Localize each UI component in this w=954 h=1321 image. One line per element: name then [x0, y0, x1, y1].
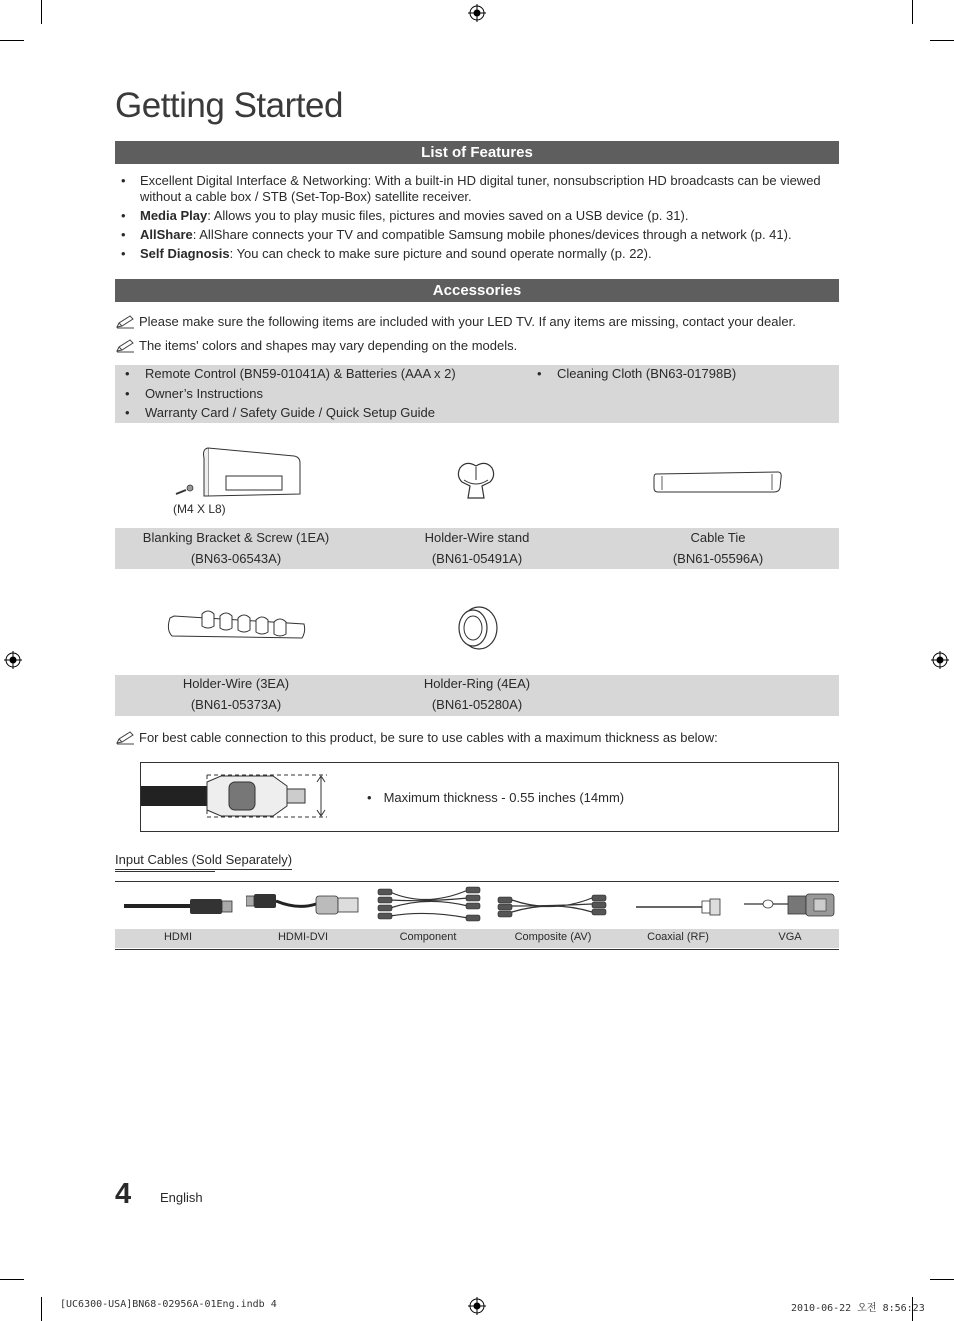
- features-heading: List of Features: [115, 141, 839, 164]
- cable-thickness-illustration: [141, 770, 331, 822]
- accessory-label: Holder-Wire stand (BN61-05491A): [424, 530, 530, 566]
- blanking-bracket-illustration: [172, 446, 306, 502]
- page-title: Getting Started: [115, 86, 343, 125]
- holder-ring-illustration: [453, 604, 501, 652]
- note-pencil-icon: [115, 339, 135, 353]
- vga-cable-icon: [742, 890, 838, 922]
- accessory-label: Holder-Ring (4EA) (BN61-05280A): [423, 676, 531, 712]
- print-slug-file: [UC6300-USA]BN68-02956A-01Eng.indb 4: [60, 1299, 277, 1310]
- crop-mark: [41, 0, 42, 24]
- crop-mark: [930, 1279, 954, 1280]
- included-items-list: [115, 364, 515, 423]
- registration-mark-icon: [468, 1297, 486, 1315]
- screw-label: (M4 X L8): [173, 502, 226, 516]
- page-language: English: [160, 1190, 203, 1205]
- holder-wire-stand-illustration: [452, 458, 500, 502]
- registration-mark-icon: [4, 651, 22, 669]
- hdmi-cable-icon: [124, 894, 234, 920]
- hdmi-dvi-cable-icon: [246, 890, 362, 922]
- list-item: • Media Play: Allows you to play music files, pictures and movies saved on a USB device (p. 31).: [115, 208, 835, 224]
- list-item: • Excellent Digital Interface & Networking: With a built-in HD digital tuner, nonsubscription HD broadcasts can be viewed without a cable box / STB (Set-Top-Box) satellite receiver.: [115, 173, 835, 205]
- list-item: • Cleaning Cloth (BN63-01798B): [527, 364, 827, 384]
- crop-mark: [0, 40, 24, 41]
- accessory-label: Holder-Wire (3EA) (BN61-05373A): [182, 676, 290, 712]
- cable-label: Component: [399, 931, 457, 943]
- note-pencil-icon: [115, 731, 135, 745]
- list-item: • Owner’s Instructions: [115, 384, 515, 404]
- registration-mark-icon: [468, 4, 486, 22]
- print-slug-date: 2010-06-22 오전 8:56:23: [791, 1303, 925, 1314]
- features-list: [115, 173, 835, 265]
- crop-mark: [912, 0, 913, 24]
- note-pencil-icon: [115, 315, 135, 329]
- input-cables-heading: Input Cables (Sold Separately): [115, 852, 292, 870]
- cable-label: Composite (AV): [514, 931, 592, 943]
- list-item: • AllShare: AllShare connects your TV and compatible Samsung mobile phones/devices through a network (p. 41).: [115, 227, 835, 243]
- note: The items' colors and shapes may vary depending on the models.: [115, 338, 517, 353]
- included-items-list: [527, 364, 827, 384]
- list-item: • Remote Control (BN59-01041A) & Batteries (AAA x 2): [115, 364, 515, 384]
- holder-wire-illustration: [164, 606, 308, 646]
- component-cable-icon: [376, 884, 482, 924]
- cable-tie-illustration: [652, 468, 784, 496]
- list-item: • Self Diagnosis: You can check to make sure picture and sound operate normally (p. 22).: [115, 246, 835, 262]
- screw-icon: [176, 485, 193, 494]
- crop-mark: [41, 1297, 42, 1321]
- page-number: 4: [115, 1178, 132, 1210]
- divider: [115, 881, 839, 882]
- composite-av-cable-icon: [496, 890, 610, 920]
- max-thickness-item: • Maximum thickness - 0.55 inches (14mm): [367, 790, 625, 805]
- cable-label: Coaxial (RF): [647, 931, 709, 943]
- cable-label: VGA: [778, 931, 802, 943]
- accessories-heading: Accessories: [115, 279, 839, 302]
- note: Please make sure the following items are included with your LED TV. If any items are missing, contact your dealer.: [115, 314, 796, 329]
- accessory-label: Blanking Bracket & Screw (1EA) (BN63-06543A): [142, 530, 330, 566]
- coaxial-rf-cable-icon: [634, 896, 724, 918]
- crop-mark: [0, 1279, 24, 1280]
- registration-mark-icon: [931, 651, 949, 669]
- list-item: • Warranty Card / Safety Guide / Quick Setup Guide: [115, 403, 515, 423]
- note: For best cable connection to this product, be sure to use cables with a maximum thickness as below:: [115, 730, 718, 745]
- crop-mark: [930, 40, 954, 41]
- cable-label: HDMI-DVI: [277, 931, 329, 943]
- cable-label: HDMI: [163, 931, 193, 943]
- heading-underline: [115, 871, 215, 872]
- accessory-label: Cable Tie (BN61-05596A): [672, 530, 764, 566]
- divider: [115, 949, 839, 950]
